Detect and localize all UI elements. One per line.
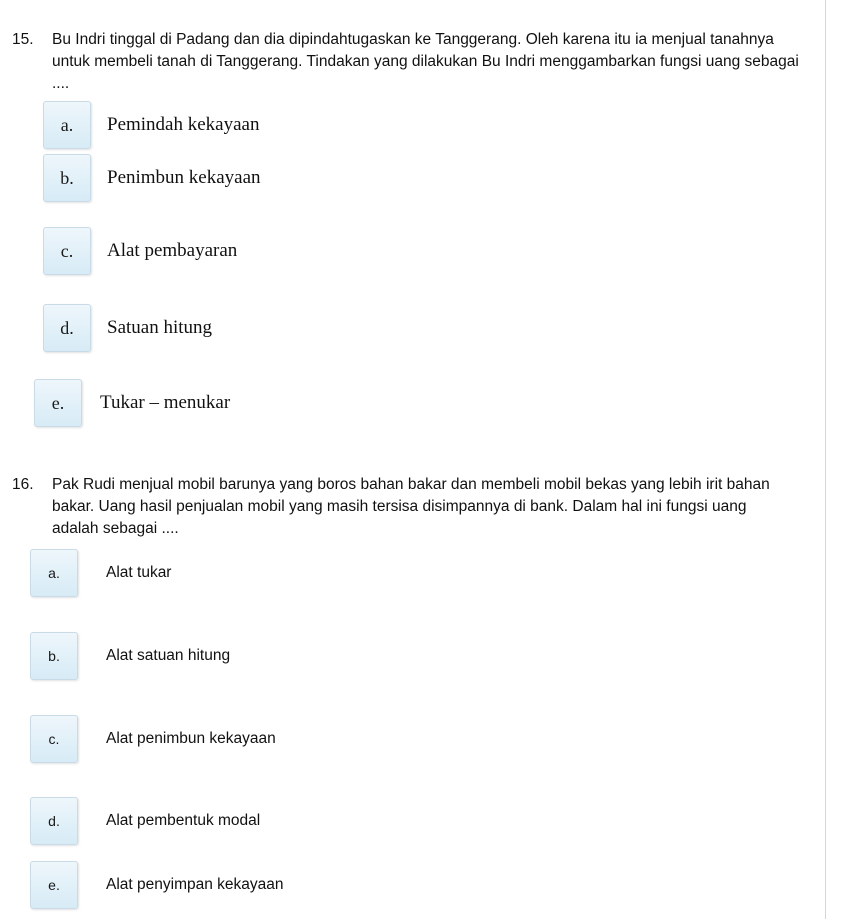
question-16 — [12, 474, 792, 540]
question-number: 15. — [12, 31, 34, 48]
option-text: Pemindah kekayaan — [107, 114, 260, 135]
option-letter-box[interactable]: d. — [43, 304, 91, 352]
option-letter-box[interactable]: d. — [30, 797, 78, 845]
option-text: Satuan hitung — [107, 317, 213, 338]
option-text: Alat satuan hitung — [106, 647, 231, 664]
option-letter-box[interactable]: e. — [34, 379, 82, 427]
option-letter-box[interactable]: e. — [30, 861, 78, 909]
option-text: Alat penyimpan kekayaan — [106, 876, 284, 893]
question-number: 16. — [12, 476, 34, 493]
option-letter-box[interactable]: b. — [43, 154, 91, 202]
option-text: Tukar – menukar — [100, 392, 231, 413]
option-letter-box[interactable]: c. — [43, 227, 91, 275]
option-letter-box[interactable]: c. — [30, 715, 78, 763]
option-letter-box[interactable]: b. — [30, 632, 78, 680]
question-text: Pak Rudi menjual mobil barunya yang boros bahan bakar dan membeli mobil bekas yang lebih irit bahan bakar. Uang hasil penjualan mobil yang masih tersisa disimpannya di bank. Dalam hal ini fungsi uang adalah sebagai .... — [52, 476, 770, 537]
page-edge-divider — [825, 0, 826, 919]
option-text: Penimbun kekayaan — [107, 167, 261, 188]
option-letter-box[interactable]: a. — [30, 549, 78, 597]
option-text: Alat pembayaran — [107, 240, 238, 261]
question-text: Bu Indri tinggal di Padang dan dia dipindahtugaskan ke Tanggerang. Oleh karena itu ia menjual tanahnya untuk membeli tanah di Tanggerang. Tindakan yang dilakukan Bu Indri menggambarkan fungsi uang sebagai .... — [52, 31, 799, 92]
option-text: Alat tukar — [106, 564, 172, 581]
option-letter-box[interactable]: a. — [43, 101, 91, 149]
option-text: Alat pembentuk modal — [106, 812, 261, 829]
option-text: Alat penimbun kekayaan — [106, 730, 276, 747]
question-15 — [12, 29, 802, 95]
